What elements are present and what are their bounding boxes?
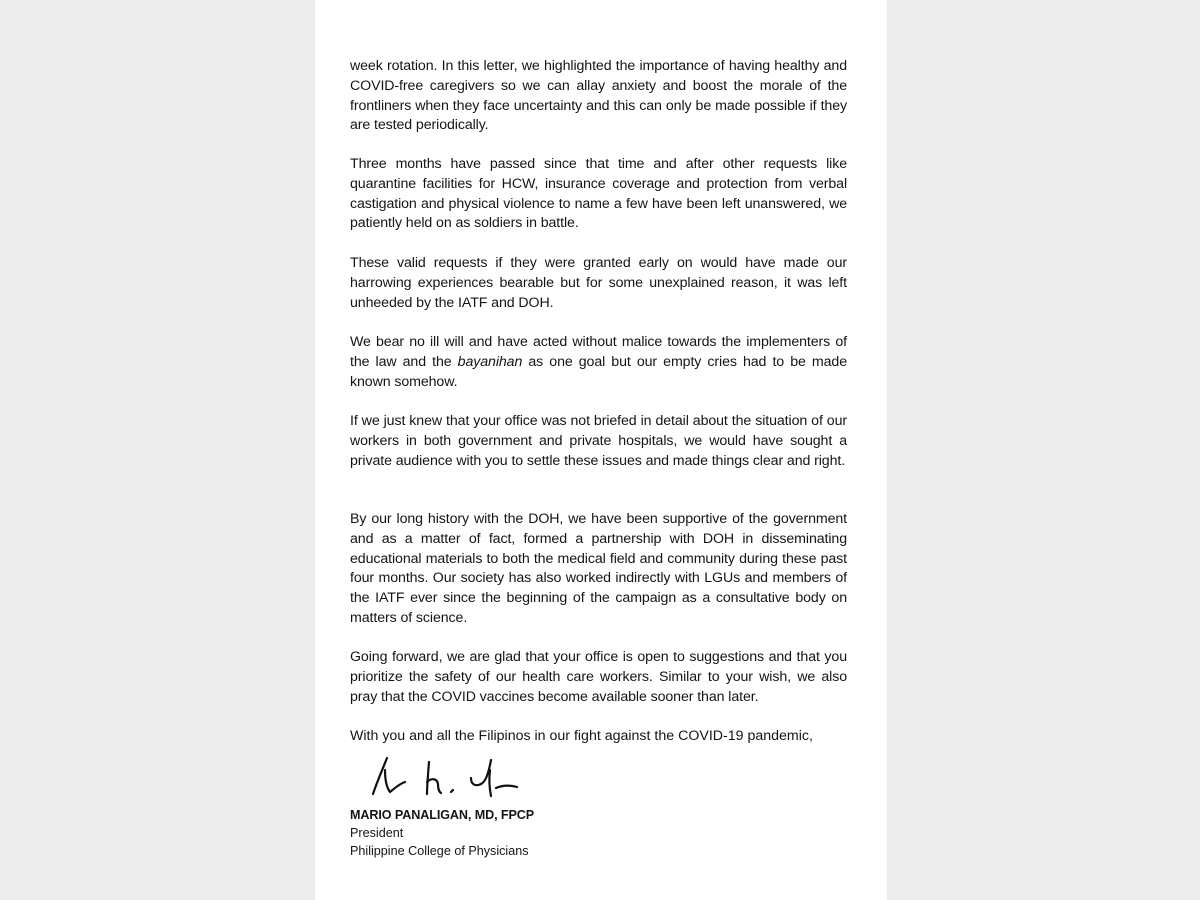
letter-paragraph-1: week rotation. In this letter, we highlighted the importance of having healthy and COVID-free caregivers so we can allay anxiety and boost the morale of the frontliners when they face uncertainty and this can only be made possible if they are tested periodically. [350, 58, 847, 134]
closing-line: With you and all the Filipinos in our fight against the COVID-19 pandemic, [350, 728, 813, 744]
handwritten-signature [365, 748, 535, 803]
signature-block [350, 806, 650, 860]
bayanihan-emphasis: bayanihan [457, 353, 523, 370]
letter-paragraph-3: These valid requests if they were granted early on would have made our harrowing experiences bearable but for some unexplained reason, it was left unheeded by the IATF and DOH. [350, 255, 847, 311]
letter-paragraph-7: Going forward, we are glad that your office is open to suggestions and that you prioritize the safety of our health care workers. Similar to your wish, we also pray that the COVID vaccines become available sooner than later. [350, 649, 847, 705]
paragraph-4-text-end: as one goal but our empty cries had to be made known somehow. [350, 353, 847, 390]
paragraph-4-text-start: We bear no ill will and have acted without malice towards the implementers of the law and the [350, 334, 847, 370]
letter-paragraph-4 [350, 333, 847, 392]
letter-paragraph-2: Three months have passed since that time and after other requests like quarantine facilities for HCW, insurance coverage and protection from verbal castigation and physical violence to name a few have been left unanswered, we patiently held on as soldiers in battle. [350, 156, 847, 232]
signatory-title: President [350, 826, 404, 840]
signatory-name: MARIO PANALIGAN, MD, FPCP [350, 808, 535, 822]
letter-paragraph-5: If we just knew that your office was not briefed in detail about the situation of our workers in both government and private hospitals, we would have sought a private audience with you to settle these issues and made things clear and right. [350, 413, 847, 469]
letter-paragraph-6: By our long history with the DOH, we have been supportive of the government and as a matter of fact, formed a partnership with DOH in disseminating educational materials to both the medical field and community during these past four months. Our society has also worked indirectly with LGUs and members of the IATF ever since the beginning of the campaign as a consultative body on matters of science. [350, 511, 847, 626]
letter-page [315, 0, 887, 900]
signatory-organization: Philippine College of Physicians [350, 844, 529, 858]
